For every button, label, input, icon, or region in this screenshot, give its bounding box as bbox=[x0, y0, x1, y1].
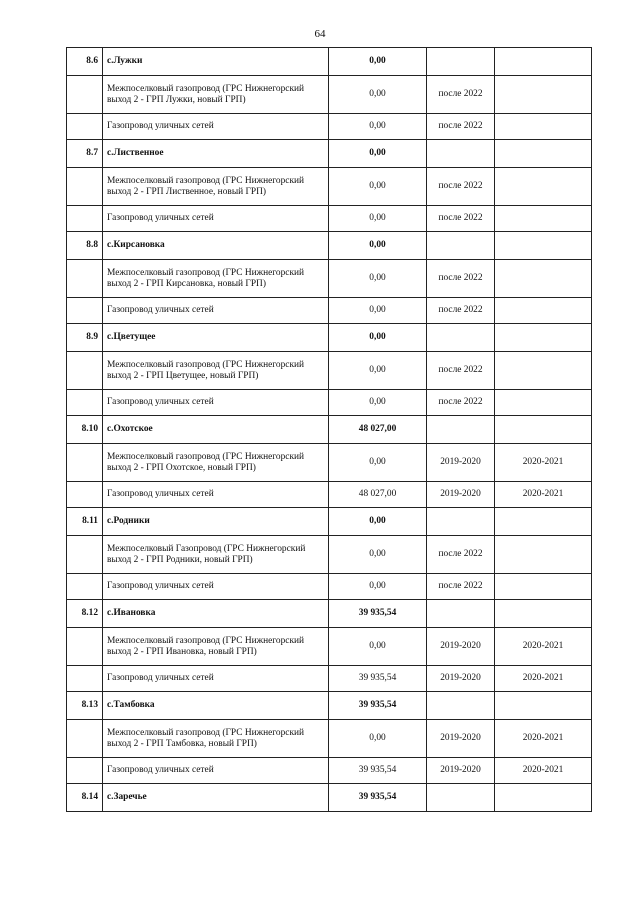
period-end-cell: 2020-2021 bbox=[495, 666, 592, 692]
object-name-cell: Газопровод уличных сетей bbox=[103, 758, 329, 784]
period-end-cell bbox=[495, 168, 592, 206]
object-name-cell: с.Родники bbox=[103, 508, 329, 536]
object-name-cell: Газопровод уличных сетей bbox=[103, 114, 329, 140]
period-start-cell bbox=[427, 140, 495, 168]
row-number-cell: 8.7 bbox=[67, 140, 103, 168]
amount-cell: 0,00 bbox=[329, 48, 427, 76]
period-start-cell: 2019-2020 bbox=[427, 758, 495, 784]
settlement-row bbox=[67, 600, 592, 628]
period-end-cell bbox=[495, 508, 592, 536]
period-end-cell bbox=[495, 600, 592, 628]
period-start-cell: после 2022 bbox=[427, 536, 495, 574]
amount-cell: 0,00 bbox=[329, 720, 427, 758]
row-number-cell bbox=[67, 482, 103, 508]
gasification-table bbox=[66, 47, 592, 812]
row-number-cell bbox=[67, 444, 103, 482]
pipeline-row bbox=[67, 482, 592, 508]
pipeline-row bbox=[67, 206, 592, 232]
row-number-cell: 8.6 bbox=[67, 48, 103, 76]
amount-cell: 0,00 bbox=[329, 352, 427, 390]
object-name-cell: Межпоселковый газопровод (ГРС Нижнегорский выход 2 - ГРП Тамбовка, новый ГРП) bbox=[103, 720, 329, 758]
period-start-cell bbox=[427, 784, 495, 812]
period-end-cell: 2020-2021 bbox=[495, 444, 592, 482]
period-start-cell: после 2022 bbox=[427, 390, 495, 416]
period-start-cell bbox=[427, 48, 495, 76]
amount-cell: 0,00 bbox=[329, 140, 427, 168]
amount-cell: 39 935,54 bbox=[329, 758, 427, 784]
amount-cell: 0,00 bbox=[329, 168, 427, 206]
period-start-cell: после 2022 bbox=[427, 114, 495, 140]
object-name-cell: Межпоселковый газопровод (ГРС Нижнегорский выход 2 - ГРП Кирсановка, новый ГРП) bbox=[103, 260, 329, 298]
period-start-cell bbox=[427, 692, 495, 720]
settlement-row bbox=[67, 48, 592, 76]
row-number-cell: 8.14 bbox=[67, 784, 103, 812]
row-number-cell bbox=[67, 390, 103, 416]
row-number-cell bbox=[67, 628, 103, 666]
period-end-cell bbox=[495, 352, 592, 390]
amount-cell: 0,00 bbox=[329, 536, 427, 574]
row-number-cell bbox=[67, 536, 103, 574]
period-start-cell bbox=[427, 508, 495, 536]
row-number-cell: 8.13 bbox=[67, 692, 103, 720]
row-number-cell bbox=[67, 352, 103, 390]
period-end-cell bbox=[495, 298, 592, 324]
amount-cell: 0,00 bbox=[329, 298, 427, 324]
period-start-cell: после 2022 bbox=[427, 168, 495, 206]
settlement-row bbox=[67, 324, 592, 352]
amount-cell: 0,00 bbox=[329, 574, 427, 600]
object-name-cell: Межпоселковый газопровод (ГРС Нижнегорский выход 2 - ГРП Цветущее, новый ГРП) bbox=[103, 352, 329, 390]
period-start-cell: после 2022 bbox=[427, 260, 495, 298]
row-number-cell bbox=[67, 574, 103, 600]
period-end-cell: 2020-2021 bbox=[495, 482, 592, 508]
period-start-cell: после 2022 bbox=[427, 298, 495, 324]
row-number-cell: 8.9 bbox=[67, 324, 103, 352]
period-start-cell: 2019-2020 bbox=[427, 482, 495, 508]
object-name-cell: Газопровод уличных сетей bbox=[103, 206, 329, 232]
amount-cell: 39 935,54 bbox=[329, 692, 427, 720]
period-start-cell: 2019-2020 bbox=[427, 720, 495, 758]
pipeline-row bbox=[67, 260, 592, 298]
amount-cell: 0,00 bbox=[329, 260, 427, 298]
row-number-cell bbox=[67, 720, 103, 758]
period-end-cell bbox=[495, 114, 592, 140]
object-name-cell: Межпоселковый газопровод (ГРС Нижнегорский выход 2 - ГРП Лиственное, новый ГРП) bbox=[103, 168, 329, 206]
period-end-cell bbox=[495, 536, 592, 574]
amount-cell: 48 027,00 bbox=[329, 416, 427, 444]
row-number-cell bbox=[67, 76, 103, 114]
amount-cell: 48 027,00 bbox=[329, 482, 427, 508]
pipeline-row bbox=[67, 298, 592, 324]
object-name-cell: с.Кирсановка bbox=[103, 232, 329, 260]
object-name-cell: Газопровод уличных сетей bbox=[103, 482, 329, 508]
period-end-cell bbox=[495, 390, 592, 416]
object-name-cell: Газопровод уличных сетей bbox=[103, 298, 329, 324]
object-name-cell: с.Лужки bbox=[103, 48, 329, 76]
settlement-row bbox=[67, 692, 592, 720]
amount-cell: 0,00 bbox=[329, 508, 427, 536]
period-start-cell bbox=[427, 416, 495, 444]
row-number-cell: 8.8 bbox=[67, 232, 103, 260]
period-start-cell: 2019-2020 bbox=[427, 628, 495, 666]
amount-cell: 0,00 bbox=[329, 390, 427, 416]
amount-cell: 0,00 bbox=[329, 76, 427, 114]
object-name-cell: Межпоселковый газопровод (ГРС Нижнегорский выход 2 - ГРП Ивановка, новый ГРП) bbox=[103, 628, 329, 666]
row-number-cell bbox=[67, 298, 103, 324]
amount-cell: 0,00 bbox=[329, 114, 427, 140]
pipeline-row bbox=[67, 114, 592, 140]
amount-cell: 0,00 bbox=[329, 628, 427, 666]
row-number-cell bbox=[67, 168, 103, 206]
amount-cell: 39 935,54 bbox=[329, 784, 427, 812]
period-end-cell bbox=[495, 48, 592, 76]
pipeline-row bbox=[67, 536, 592, 574]
object-name-cell: Межпоселковый газопровод (ГРС Нижнегорский выход 2 - ГРП Охотское, новый ГРП) bbox=[103, 444, 329, 482]
pipeline-row bbox=[67, 76, 592, 114]
period-end-cell bbox=[495, 232, 592, 260]
object-name-cell: с.Лиственное bbox=[103, 140, 329, 168]
amount-cell: 0,00 bbox=[329, 324, 427, 352]
amount-cell: 39 935,54 bbox=[329, 666, 427, 692]
period-end-cell bbox=[495, 784, 592, 812]
period-end-cell: 2020-2021 bbox=[495, 720, 592, 758]
period-start-cell bbox=[427, 324, 495, 352]
pipeline-row bbox=[67, 628, 592, 666]
object-name-cell: Газопровод уличных сетей bbox=[103, 574, 329, 600]
period-start-cell bbox=[427, 600, 495, 628]
row-number-cell bbox=[67, 758, 103, 784]
object-name-cell: с.Ивановка bbox=[103, 600, 329, 628]
period-end-cell bbox=[495, 324, 592, 352]
pipeline-row bbox=[67, 168, 592, 206]
object-name-cell: с.Заречье bbox=[103, 784, 329, 812]
period-start-cell: после 2022 bbox=[427, 76, 495, 114]
period-end-cell bbox=[495, 206, 592, 232]
period-end-cell bbox=[495, 416, 592, 444]
period-end-cell bbox=[495, 692, 592, 720]
period-start-cell: 2019-2020 bbox=[427, 444, 495, 482]
period-start-cell: 2019-2020 bbox=[427, 666, 495, 692]
row-number-cell: 8.12 bbox=[67, 600, 103, 628]
period-end-cell: 2020-2021 bbox=[495, 758, 592, 784]
pipeline-row bbox=[67, 352, 592, 390]
period-start-cell: после 2022 bbox=[427, 352, 495, 390]
row-number-cell: 8.11 bbox=[67, 508, 103, 536]
period-end-cell bbox=[495, 574, 592, 600]
object-name-cell: Межпоселковый Газопровод (ГРС Нижнегорский выход 2 - ГРП Родники, новый ГРП) bbox=[103, 536, 329, 574]
period-end-cell bbox=[495, 76, 592, 114]
period-start-cell: после 2022 bbox=[427, 206, 495, 232]
row-number-cell: 8.10 bbox=[67, 416, 103, 444]
row-number-cell bbox=[67, 666, 103, 692]
table-body bbox=[67, 48, 592, 812]
pipeline-row bbox=[67, 666, 592, 692]
period-start-cell bbox=[427, 232, 495, 260]
period-start-cell: после 2022 bbox=[427, 574, 495, 600]
object-name-cell: Межпоселковый газопровод (ГРС Нижнегорский выход 2 - ГРП Лужки, новый ГРП) bbox=[103, 76, 329, 114]
pipeline-row bbox=[67, 720, 592, 758]
object-name-cell: с.Охотское bbox=[103, 416, 329, 444]
row-number-cell bbox=[67, 114, 103, 140]
amount-cell: 39 935,54 bbox=[329, 600, 427, 628]
pipeline-row bbox=[67, 574, 592, 600]
settlement-row bbox=[67, 508, 592, 536]
settlement-row bbox=[67, 232, 592, 260]
amount-cell: 0,00 bbox=[329, 444, 427, 482]
object-name-cell: Газопровод уличных сетей bbox=[103, 390, 329, 416]
settlement-row bbox=[67, 784, 592, 812]
row-number-cell bbox=[67, 260, 103, 298]
period-end-cell bbox=[495, 140, 592, 168]
page-number: 64 bbox=[314, 28, 326, 40]
row-number-cell bbox=[67, 206, 103, 232]
period-end-cell: 2020-2021 bbox=[495, 628, 592, 666]
amount-cell: 0,00 bbox=[329, 232, 427, 260]
pipeline-row bbox=[67, 444, 592, 482]
object-name-cell: с.Цветущее bbox=[103, 324, 329, 352]
object-name-cell: Газопровод уличных сетей bbox=[103, 666, 329, 692]
settlement-row bbox=[67, 140, 592, 168]
object-name-cell: с.Тамбовка bbox=[103, 692, 329, 720]
pipeline-row bbox=[67, 758, 592, 784]
amount-cell: 0,00 bbox=[329, 206, 427, 232]
period-end-cell bbox=[495, 260, 592, 298]
settlement-row bbox=[67, 416, 592, 444]
pipeline-row bbox=[67, 390, 592, 416]
